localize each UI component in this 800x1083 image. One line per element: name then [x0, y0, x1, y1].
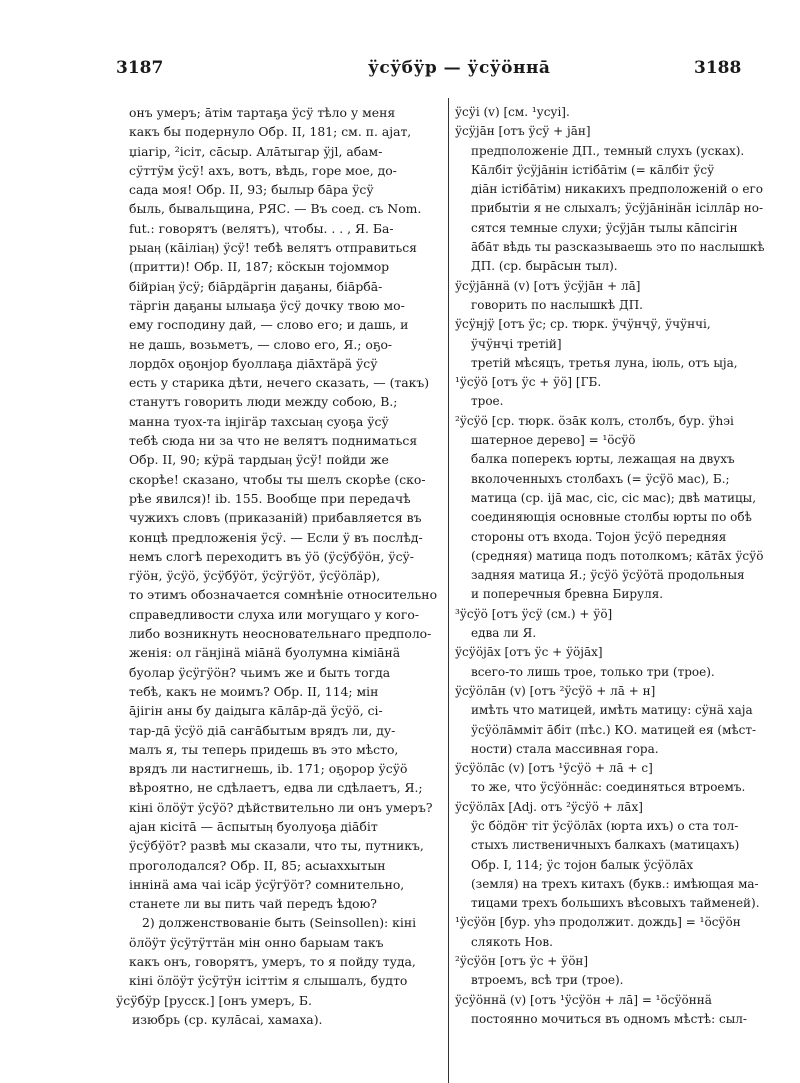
text-line: скорѣе! сказано, чтобы ты шелъ скорѣе (ско-: [129, 471, 426, 487]
text-line: станете ли вы пить чай передъ ѣдою?: [129, 896, 377, 912]
text-line: а̄ба̄т вѣдь ты разсказываешь это по наслышкѣ: [471, 240, 765, 255]
text-line: балка поперекъ юрты, лежащая на двухъ: [471, 452, 735, 467]
text-line: ӧлӧӱт ӱсӱтӱттӓн мiн онно барыам такъ: [129, 934, 384, 950]
text-line: соединяющія основные столбы юрты по обѣ: [471, 510, 752, 525]
text-line: станутъ говорить люди между собою, В.;: [129, 394, 398, 410]
text-line: немъ слогѣ переходитъ въ ӱӧ (ӱсӱбӱӧн, ӱсӱ-: [129, 548, 414, 564]
text-line: справедливости слуха или могущаго у кого-: [129, 606, 420, 622]
text-line: 2) долженствованіе быть (Seinsollen): кiнi: [142, 915, 417, 931]
text-line: ӱсӱӧла̄мміт а̄бiт (пѣс.) КО. матицей ея (мѣст-: [471, 722, 757, 737]
text-line: быль, бывальщина, РЯС. — Въ соед. съ Nom.: [129, 201, 422, 217]
text-line: врядъ ли настигнешь, ib. 171; оҕорор ӱсӱӧ: [129, 761, 408, 777]
text-line: а̄jiгiн аны бу даiдыга ка̄ла̄р-дӓ ӱсӱӧ, сi-: [129, 703, 383, 719]
entry-headword: ӱсӱӧла̄с (v) [отъ ¹ӱсӱӧ + ла̄ + с]: [455, 761, 653, 776]
text-line: ности) стала массивная гора.: [471, 741, 659, 756]
entry-headword: ӱсӱӧла̄х [Adj. отъ ²ӱсӱӧ + ла̄х]: [455, 799, 643, 814]
text-line: кiнi ӧлӧӱт ӱсӱӧ? дѣйствительно ли онъ умеръ?: [129, 799, 433, 815]
entry-headword: ӱсӱӧjа̄х [отъ ӱс + ӱӧjа̄х]: [455, 645, 603, 660]
column-divider: [448, 98, 449, 1083]
text-line: задняя матица Я.; ӱсӱӧ ӱсӱӧтӓ продольныя: [471, 568, 745, 583]
text-line: Обр. II, 90; кӱрӓ тардыаӊ ӱсӱ! пойди же: [129, 452, 389, 468]
text-line: чужихъ словъ (приказаній) прибавляется въ: [129, 510, 422, 526]
text-line: онъ умеръ; а̄тім тартаҕа ӱсӱ тѣло у меня: [129, 105, 396, 120]
entry-headword: ²ӱсӱӧн [отъ ӱс + ӱӧн]: [455, 954, 589, 969]
text-line: тебѣ, какъ не моимъ? Обр. II, 114; мiн: [129, 683, 379, 699]
entry-headword: ²ӱсӱӧ [ср. тюрк. ӧза̄к колъ, столбъ, бур. ӱhэi: [455, 413, 734, 428]
text-line: втроемъ, всѣ три (трое).: [471, 973, 624, 988]
text-line: гӱӧн, ӱсӱӧ, ӱсӱбӱӧт, ӱсӱгӱӧт, ӱсӱӧлӓр),: [129, 568, 381, 584]
text-line: Ка̄лбiт ӱсӱjа̄нiн iстiба̄тiм (= ка̄лбiт ӱсӱ: [471, 162, 715, 177]
text-line: дiа̄н iстiба̄тiм) никакихъ предположеній о его: [471, 182, 763, 197]
text-line: прибытіи я не слыхалъ; ӱсӱjа̄нiнӓн iсiлла̄р но-: [471, 201, 764, 216]
text-line: iннiнӓ ама чаi iсӓр ӱсӱгӱӧт? сомнительно,: [129, 876, 405, 892]
entry-headword: ӱсӱӧла̄н (v) [отъ ²ӱсӱӧ + ла̄ + н]: [455, 683, 656, 698]
text-line: бiйрiаӊ ӱсӱ; бiа̄рдӓргiн даҕаны, бiа̄рба̄-: [129, 278, 383, 294]
text-line: ӱс бӧдӧҥ тiт ӱсӱӧла̄х (юрта ихъ) о ста тол-: [471, 818, 739, 833]
text-line: трое.: [471, 394, 504, 409]
text-line: слякоть Нов.: [471, 934, 553, 949]
text-line: женія: ол гӓнjiнӓ мiа̄нӓ буолумна кiмiа̄нӓ: [129, 645, 401, 661]
running-header: [0, 58, 800, 84]
text-line: ӱсӱбӱӧт? развѣ мы сказали, что ты, путникъ,: [129, 838, 424, 854]
text-line: то же, что ӱсӱӧннӓс: соединяться втроемъ.: [471, 780, 746, 795]
text-line: стыхъ лиственичныхъ балкахъ (матицахъ): [471, 838, 740, 853]
text-line: манна туох-та iнjiгӓр тахсыаӊ суоҕа ӱсӱ: [129, 413, 389, 429]
text-line: ДП. (ср. быра̄сын тыл).: [471, 259, 618, 274]
text-line: и поперечныя бревна Бируля.: [471, 587, 664, 602]
entry-headword: ӱсӱнjӱ [отъ ӱс; ср. тюрк. ӱчӱнҷӱ, ӱчӱнчi,: [455, 317, 711, 332]
text-line: проголодался? Обр. II, 85; асыаххытын: [129, 857, 386, 873]
text-line: тар-да̄ ӱсӱӧ дiа̄ саҥа̄бытым врядъ ли, ду-: [129, 722, 396, 738]
text-line: кiнi ӧлӧӱт ӱсӱтӱн iсiттiм я слышалъ, будто: [129, 973, 408, 989]
text-line: предположеніе ДП., темный слухъ (усках).: [471, 143, 745, 158]
text-line: (притти)! Обр. II, 187; кӧскын тоjоммор: [129, 259, 390, 275]
entry-headword: ӱсӱjа̄ннӓ (v) [отъ ӱсӱjа̄н + ла̄]: [455, 278, 641, 293]
text-line: тебѣ сюда ни за что не велятъ подниматься: [129, 433, 418, 449]
text-line: fut.: говорятъ (велятъ), чтобы. . . , Я. Ба-: [129, 220, 394, 236]
text-line: ему господину дай, — слово его; и дашь, и: [129, 317, 409, 333]
entry-headword: ӱсӱӧннӓ (v) [отъ ¹ӱсӱӧн + ла̄] = ¹ӧсӱӧннӓ: [455, 992, 712, 1007]
entry-headword: ¹ӱсӱӧ [отъ ӱс + ӱӧ] [ГБ.: [455, 375, 602, 390]
text-line: третій мѣсяцъ, третья луна, іюль, отъ ыjа,: [471, 355, 738, 370]
text-line: концѣ предложенія ӱсӱ. — Если ӱ въ послѣд-: [129, 529, 423, 545]
text-line: сада моя! Обр. II, 93; былыр ба̄ра ӱсӱ: [129, 182, 374, 198]
entry-headword: ӱсӱi (v) [см. ¹усуi].: [455, 105, 570, 119]
page-number-right: 3188: [694, 58, 742, 78]
text-line: всего-то лишь трое, только три (трое).: [471, 664, 715, 679]
text-line: есть у старика дѣти, нечего сказать, — (такъ): [129, 375, 430, 391]
right-column: [455, 103, 790, 1029]
text-line: какъ онъ, говорятъ, умеръ, то я пойду туда,: [129, 954, 416, 970]
text-line: вколоченныхъ столбахъ (= ӱсӱӧ мас), Б.;: [471, 471, 730, 486]
entry-headword: ӱсӱбӱр [русск.] [онъ умеръ, Б.: [116, 992, 312, 1008]
text-line: сятся темные слухи; ӱсӱjа̄н тылы ка̄псiгiн: [471, 220, 738, 235]
text-line: рыаӊ (ка̄iлiаӊ) ӱсӱ! тебѣ велятъ отправиться: [129, 240, 417, 256]
entry-headword: ³ӱсӱӧ [отъ ӱсӱ (см.) + ӱӧ]: [455, 606, 613, 621]
text-line: то этимъ обозначается сомнѣніе относительно: [129, 587, 438, 603]
text-line: вѣроятно, не сдѣлаетъ, едва ли сдѣлаетъ, Я.;: [129, 780, 423, 796]
text-line: говорить по наслышкѣ ДП.: [471, 297, 643, 312]
text-line: Обр. I, 114; ӱс тоjон балык ӱсӱӧла̄х: [471, 857, 694, 872]
text-line: (земля) на трехъ китахъ (букв.: имѣющая ма-: [471, 876, 759, 891]
text-line: изюбрь (ср. кула̄саi, хамаха).: [132, 1011, 323, 1027]
header-title: ӱсӱбӱр — ӱсӱӧнна̄: [368, 58, 551, 78]
text-line: стороны отъ входа. Тоjон ӱсӱӧ передняя: [471, 529, 727, 544]
text-line: ӱчӱнҷi третій]: [471, 336, 562, 351]
text-line: постоянно мочиться въ одномъ мѣстѣ: сыл-: [471, 1011, 747, 1026]
text-line: малъ я, ты теперь придешь въ это мѣсто,: [129, 741, 399, 757]
page-number-left: 3187: [116, 58, 164, 78]
left-column: [116, 103, 444, 1029]
text-line: имѣть что матицей, имѣть матицу: сӱнӓ хаjа: [471, 703, 753, 718]
entry-headword: ӱсӱjа̄н [отъ ӱсӱ + jāн]: [455, 124, 591, 139]
text-line: тицами трехъ большихъ вѣсовыхъ тайменей).: [471, 896, 760, 911]
text-line: шатерное дерево] = ¹ӧсӱӧ: [471, 433, 636, 448]
text-line: аjан кiсiта̄ — а̄спытыӊ буолуоҕа дiа̄бiт: [129, 818, 378, 834]
text-line: буолар ӱсӱгӱӧн? чьимъ же и быть тогда: [129, 664, 391, 680]
text-line: не дашь, возьметъ, — слово его, Я.; оҕо-: [129, 336, 393, 352]
text-line: либо возникнуть неосновательнаго предполо-: [129, 626, 432, 642]
text-line: џiагiр, ²iсiт, са̄сыр. Ала̄тыгар ӱjl, абам-: [129, 143, 383, 159]
text-line: рѣе явился)! ib. 155. Вообще при передачѣ: [129, 490, 411, 506]
text-line: матица (ср. iја̄ мас, сiс, сiс мас); двѣ матицы,: [471, 490, 757, 505]
text-line: лордо̄х оҕонjор буоллаҕа дiа̄хтӓрӓ ӱсӱ: [129, 355, 378, 371]
text-line: сӱттӱм ӱсӱ! ахъ, вотъ, вѣдь, горе мое, до-: [129, 162, 397, 178]
text-line: едва ли Я.: [471, 626, 537, 641]
text-line: тӓргiн даҕаны ылыаҕа ӱсӱ дочку твою мо-: [129, 297, 405, 313]
entry-headword: ¹ӱсӱӧн [бур. уhэ продолжит. дождь] = ¹ӧсӱӧн: [455, 915, 741, 930]
text-line: какъ бы подернуло Обр. II, 181; см. п. аjат,: [129, 124, 412, 140]
text-line: (средняя) матица подъ потолкомъ; ка̄та̄х ӱсӱӧ: [471, 548, 764, 563]
